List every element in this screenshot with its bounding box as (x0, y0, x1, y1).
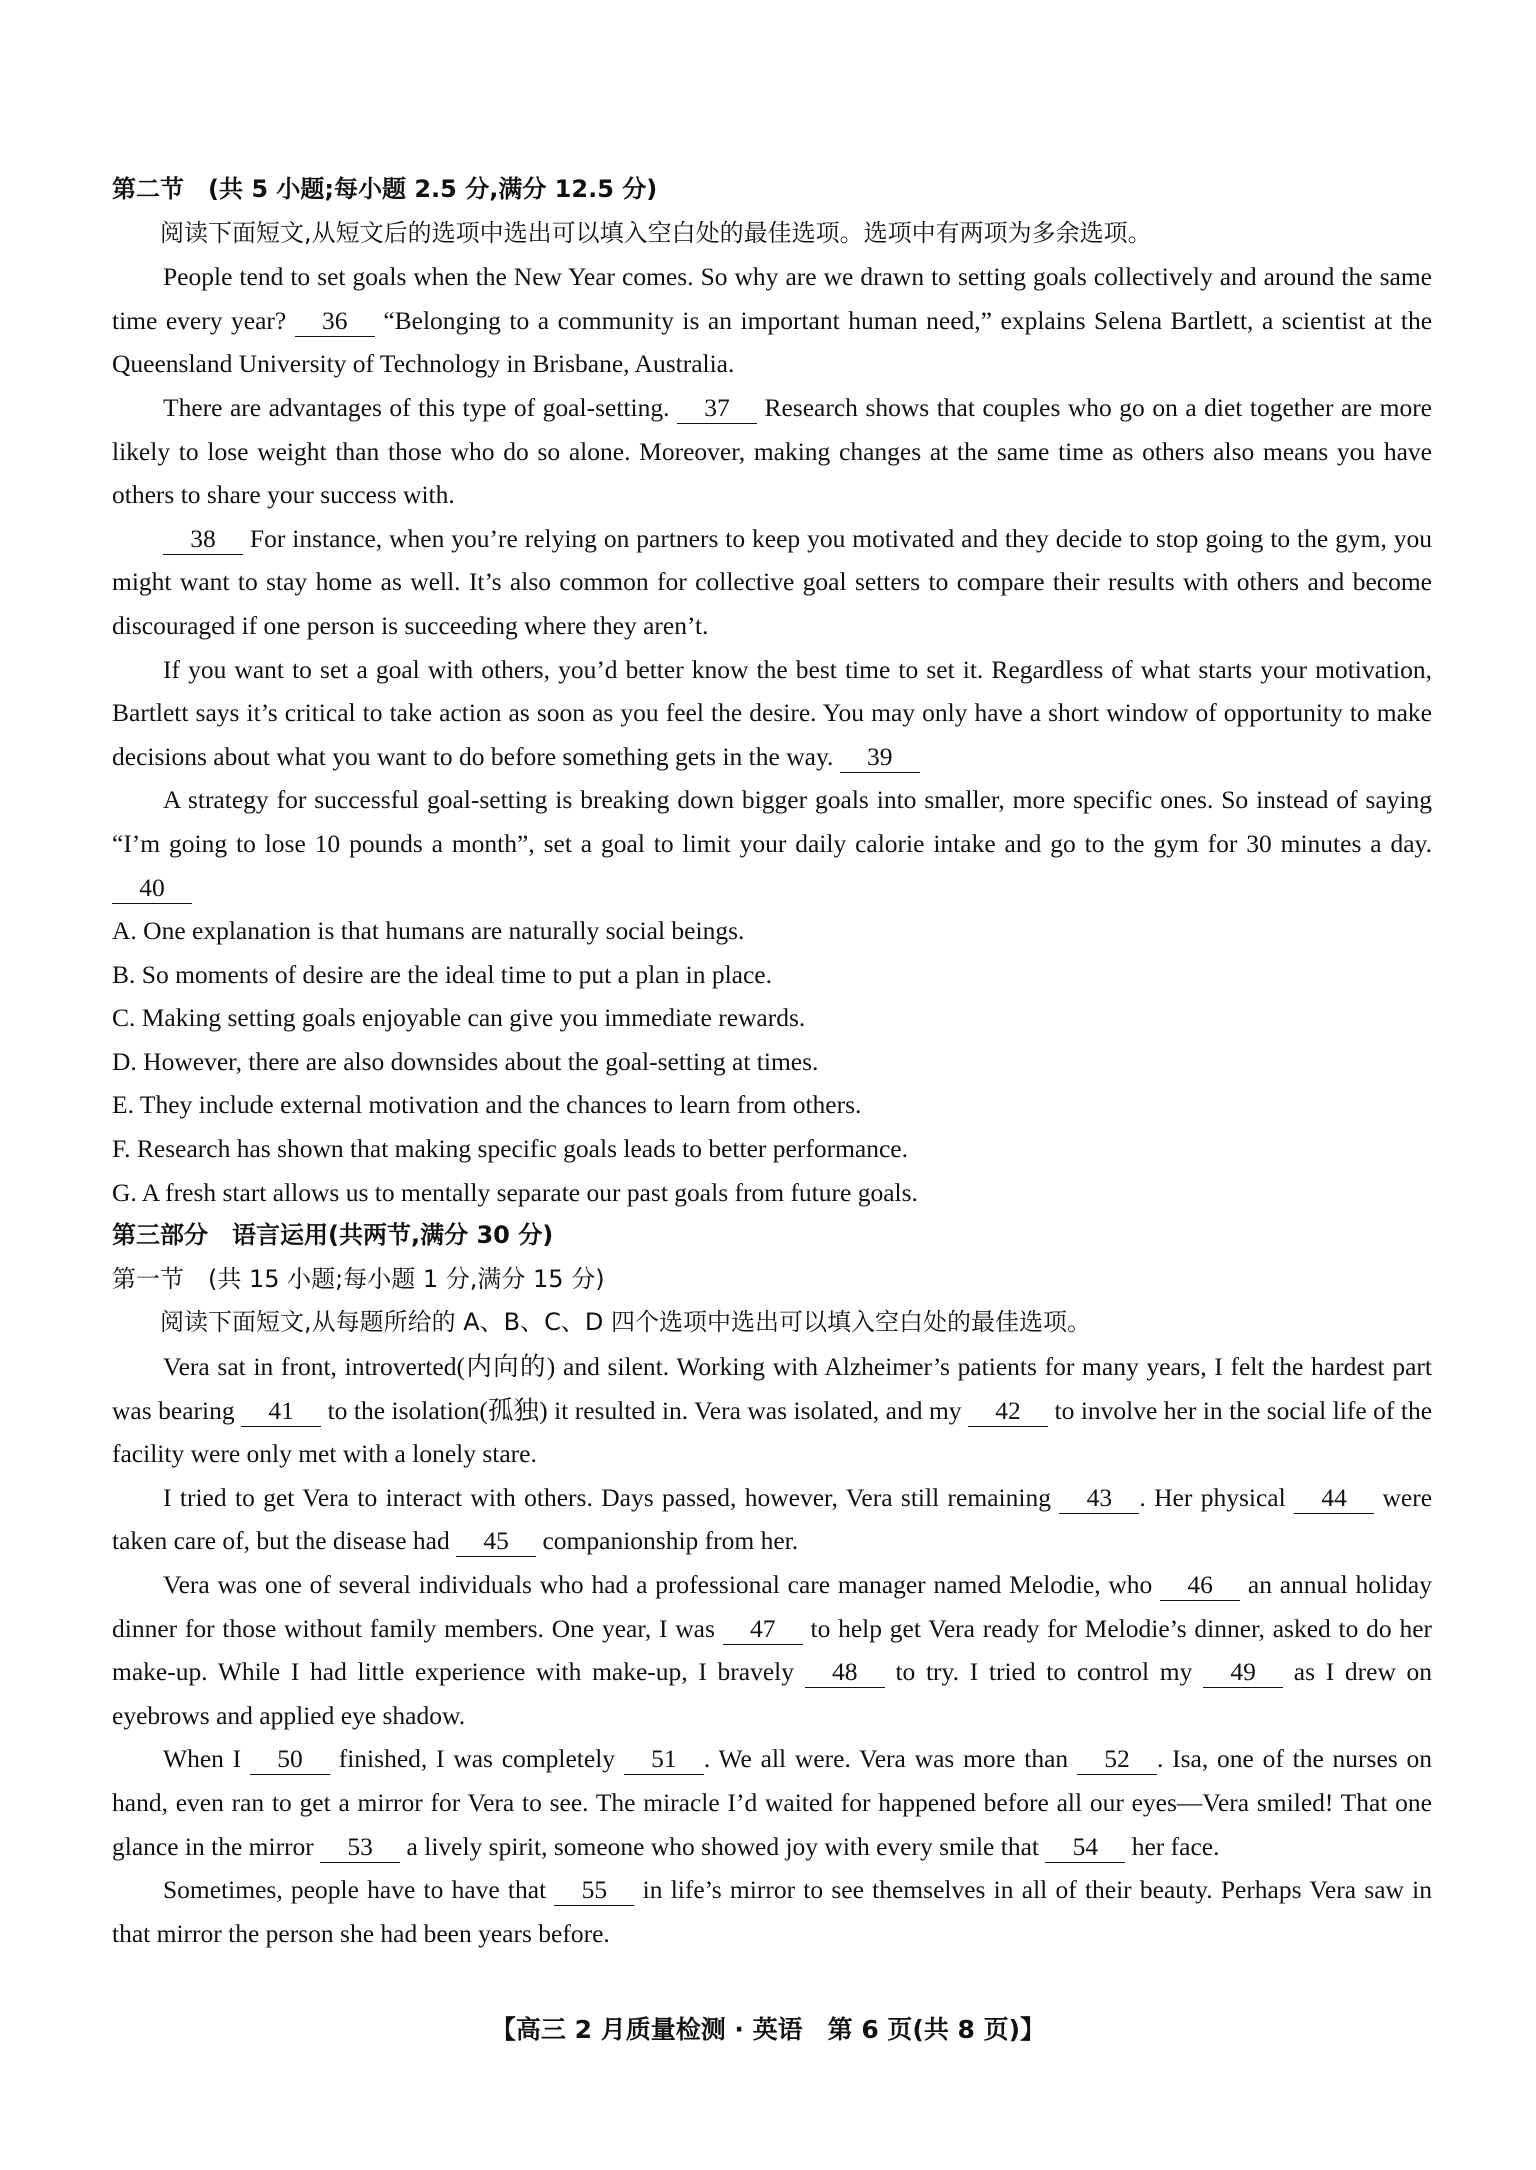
cloze-paragraph-1: Vera sat in front, introverted(内向的) and silent. Working with Alzheimer’s patients for many years, I felt the hardest part was bearing 41 to the isolation(孤独) it resulted in. Vera was isolated, and my 42 to involve her in the social life of the facility were only met with a lonely stare. (112, 1352, 1433, 1469)
blank-38: 38 (163, 524, 243, 555)
passage-paragraph-4: If you want to set a goal with others, you’d better know the best time to set it. Regardless of what starts your motivation, Bartlett says it’s critical to take action as soon as you feel the desire. You may only have a short window of opportunity to make decisions about what you want to do before something gets in the way. 39 (112, 654, 1432, 771)
blank-44: 44 (1294, 1483, 1374, 1514)
option-e: E. They include external motivation and the chances to learn from others. (112, 1090, 862, 1120)
blank-47: 47 (723, 1614, 803, 1645)
cloze-paragraph-2: I tried to get Vera to interact with others. Days passed, however, Vera still remaining 43 . Her physical 44 were taken care of, but the disease had 45 companionship from her. (112, 1482, 1433, 1556)
blank-52: 52 (1077, 1744, 1157, 1775)
blank-45: 45 (456, 1526, 536, 1557)
blank-40: 40 (112, 873, 192, 904)
blank-50: 50 (250, 1744, 330, 1775)
part3-section1-title: 第一节 (共 15 小题;每小题 1 分,满分 15 分) (112, 1264, 605, 1293)
cloze-paragraph-3: Vera was one of several individuals who had a professional care manager named Melodie, who 46 an annual holiday dinner for those without family members. One year, I was 47 to help get Vera ready for Melodie’s dinner, asked to do her make-up. While I had little experience with make-up, I bravely 48 to try. I tried to control my 49 as I drew on eyebrows and applied eye shadow. (112, 1570, 1433, 1730)
passage-paragraph-5: A strategy for successful goal-setting is breaking down bigger goals into smaller, more specific ones. So instead of saying “I’m going to lose 10 pounds a month”, set a goal to limit your daily calorie intake and go to the gym for 30 minutes a day. 40 (112, 785, 1432, 902)
part3-title: 第三部分 语言运用(共两节,满分 30 分) (112, 1221, 554, 1250)
blank-55: 55 (554, 1875, 634, 1906)
blank-51: 51 (624, 1744, 704, 1775)
passage-paragraph-2: There are advantages of this type of goal-setting. 37 Research shows that couples who go on a diet together are more likely to lose weight than those who do so alone. Moreover, making changes at the same time as others also means you have others to share your success with. (112, 392, 1433, 510)
blank-48: 48 (805, 1657, 885, 1688)
part3-instruction: 阅读下面短文,从每题所给的 A、B、C、D 四个选项中选出可以填入空白处的最佳选项。 (160, 1308, 1092, 1337)
blank-46: 46 (1160, 1570, 1240, 1601)
blank-37: 37 (677, 393, 757, 424)
option-c: C. Making setting goals enjoyable can give you immediate rewards. (112, 1003, 806, 1033)
page-footer: 【高三 2 月质量检测 · 英语 第 6 页(共 8 页)】 (490, 2015, 1046, 2044)
options-list (112, 909, 1432, 1214)
blank-41: 41 (241, 1396, 321, 1427)
section2-title: 第二节 (共 5 小题;每小题 2.5 分,满分 12.5 分) (112, 175, 658, 203)
blank-36: 36 (295, 306, 375, 337)
blank-42: 42 (968, 1396, 1048, 1427)
blank-43: 43 (1059, 1483, 1139, 1514)
cloze-paragraph-5: Sometimes, people have to have that 55 in life’s mirror to see themselves in all of their beauty. Perhaps Vera saw in that mirror the person she had been years before. (112, 1875, 1432, 1948)
blank-49: 49 (1203, 1657, 1283, 1688)
option-d: D. However, there are also downsides about the goal-setting at times. (112, 1046, 819, 1076)
option-f: F. Research has shown that making specific goals leads to better performance. (112, 1134, 908, 1164)
blank-39: 39 (840, 742, 920, 773)
blank-54: 54 (1045, 1832, 1125, 1863)
blank-53: 53 (320, 1832, 400, 1863)
section2-instruction: 阅读下面短文,从短文后的选项中选出可以填入空白处的最佳选项。选项中有两项为多余选项。 (160, 218, 1152, 247)
option-g: G. A fresh start allows us to mentally separate our past goals from future goals. (112, 1177, 918, 1207)
option-b: B. So moments of desire are the ideal time to put a plan in place. (112, 959, 772, 989)
passage-paragraph-1: People tend to set goals when the New Year comes. So why are we drawn to setting goals collectively and around the same time every year? 36 “Belonging to a community is an important human need,” explains Selena Bartlett, a scientist at the Queensland University of Technology in Brisbane, Australia. (112, 262, 1433, 379)
passage-paragraph-3: 38 For instance, when you’re relying on partners to keep you motivated and they decide to stop going to the gym, you might want to stay home as well. It’s also common for collective goal setters to compare their results with others and become discouraged if one person is succeeding where they aren’t. (112, 523, 1432, 640)
option-a: A. One explanation is that humans are naturally social beings. (112, 916, 745, 946)
cloze-paragraph-4: When I 50 finished, I was completely 51 . We all were. Vera was more than 52 . Isa, one of the nurses on hand, even ran to get a mirror for Vera to see. The miracle I’d waited for happened before all our eyes—Vera smiled! That one glance in the mirror 53 a lively spirit, someone who showed joy with every smile that 54 her face. (112, 1744, 1432, 1861)
